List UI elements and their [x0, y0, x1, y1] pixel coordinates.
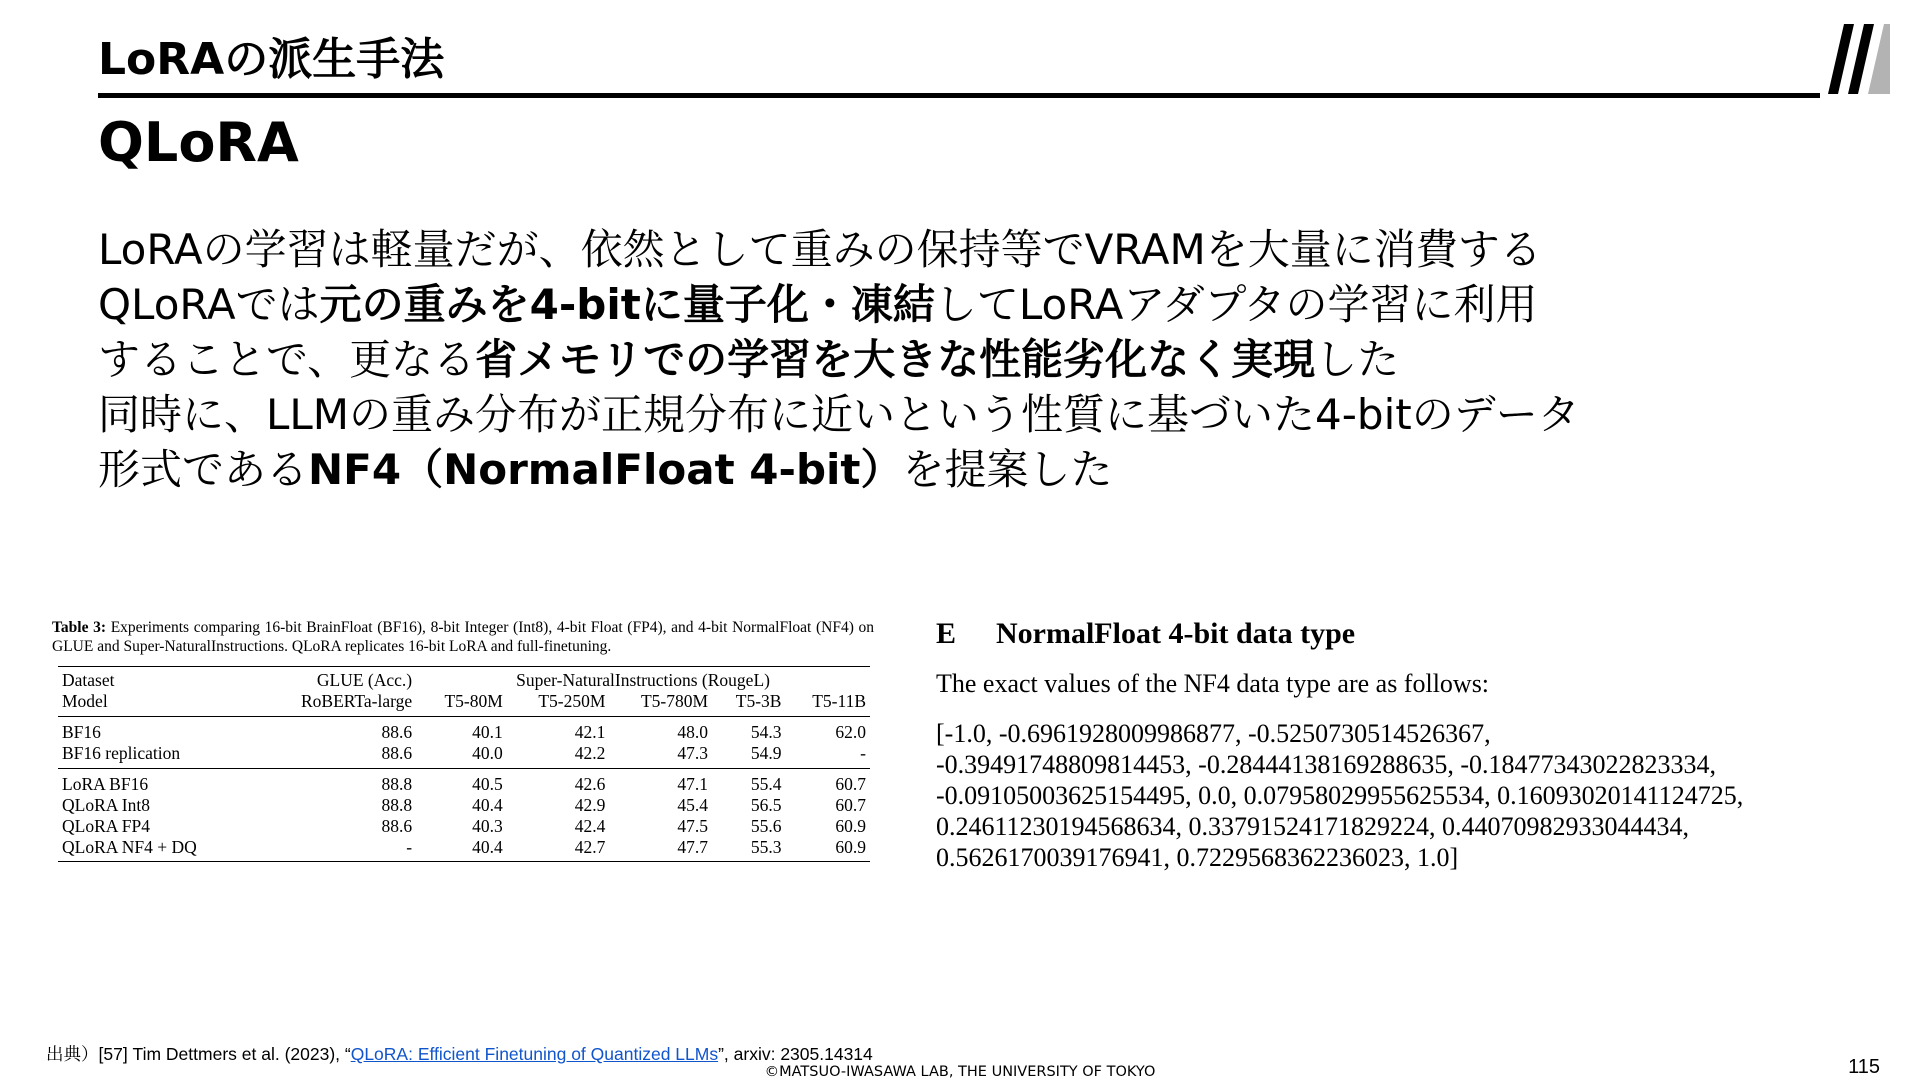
body-text [98, 222, 1858, 497]
table-row [58, 837, 870, 862]
table-cell: 60.9 [785, 837, 870, 862]
table-header-cell: Super-NaturalInstructions (RougeL) [416, 667, 870, 692]
body-line-3: することで、更なる省メモリでの学習を大きな性能劣化なく実現した [98, 335, 1400, 384]
table-row [58, 769, 870, 796]
nf4-values-line: 0.24611230194568634, 0.33791524171829224, 0.44070982933044434, [936, 812, 1690, 841]
table-cell: 88.8 [381, 774, 413, 794]
table-cell: 55.3 [712, 837, 785, 862]
table-cell: QLoRA FP4 [62, 816, 151, 836]
table-row [58, 816, 870, 837]
table-cell: 60.7 [835, 774, 866, 794]
table-header-cell: T5-11B [785, 691, 870, 717]
table-cell: 54.3 [750, 722, 782, 742]
slide-title: QLoRA [98, 111, 299, 174]
emphasis-quantize: 元の重みを4-bitに量子化・凍結 [319, 280, 935, 329]
table-cell: 88.8 [381, 795, 413, 815]
table-header-cell: Model [58, 691, 253, 717]
table-header-row [58, 667, 870, 692]
emphasis-memory: 省メモリでの学習を大きな性能劣化なく実現 [475, 335, 1316, 384]
table-caption: Table 3: Experiments comparing 16-bit BrainFloat (BF16), 8-bit Integer (Int8), 4-bit Float (FP4), and 4-bit NormalFloat (NF4) on GLUE and Super-NaturalInstructions. QLoRA replicates 16-bit LoRA and full-finetuning. [52, 619, 875, 655]
table-cell: LoRA BF16 [62, 774, 149, 794]
table-header-cell: T5-3B [712, 691, 785, 717]
citation-link[interactable]: QLoRA: Efficient Finetuning of Quantized LLMs [350, 1044, 719, 1064]
table-header-cell: GLUE (Acc.) [253, 667, 416, 692]
section-title: LoRAの派生手法 [98, 34, 445, 85]
nf4-intro: The exact values of the NF4 data type are as follows: [936, 669, 1490, 698]
table-group-2 [58, 769, 870, 862]
body-line-5: 形式であるNF4（NormalFloat 4-bit）を提案した [98, 445, 1113, 494]
table-cell: 60.7 [835, 795, 866, 815]
table-cell: 56.5 [750, 795, 782, 815]
nf4-section-letter: E [936, 617, 957, 650]
table-group-1 [58, 717, 870, 769]
table-cell: 40.4 [472, 795, 503, 815]
table-cell: 88.6 [253, 743, 416, 769]
nf4-values-line: 0.5626170039176941, 0.7229568362236023, 1.0] [936, 843, 1459, 872]
table-cell: QLoRA NF4 + DQ [58, 837, 253, 862]
table-cell: 40.1 [472, 722, 503, 742]
table-header-cell: T5-250M [507, 691, 610, 717]
table-cell: 42.4 [574, 816, 606, 836]
table-cell: BF16 [62, 722, 101, 742]
emphasis-nf4: NF4（NormalFloat 4-bit） [308, 445, 903, 494]
table-cell: 40.3 [472, 816, 503, 836]
table-row [58, 743, 870, 769]
table-header-cell: T5-80M [416, 691, 507, 717]
nf4-values-line: -0.09105003625154495, 0.0, 0.07958029955625534, 0.16093020141124725, [936, 781, 1744, 810]
nf4-values [936, 718, 1876, 873]
table-cell: 47.1 [677, 774, 709, 794]
nf4-values-line: -0.39491748809814453, -0.28444138169288635, -0.18477343022823334, [936, 750, 1716, 779]
body-line-4: 同時に、LLMの重み分布が正規分布に近いという性質に基づいた4-bitのデータ [98, 390, 1580, 439]
results-table [58, 666, 870, 862]
table-cell: 42.6 [574, 774, 606, 794]
page-number: 115 [1848, 1056, 1880, 1078]
table-cell: - [253, 837, 416, 862]
table-cell: - [785, 743, 870, 769]
table-header-cell: T5-780M [609, 691, 712, 717]
table-cell: 40.4 [416, 837, 507, 862]
table-cell: 47.7 [609, 837, 712, 862]
table-cell: 47.3 [609, 743, 712, 769]
table-header-cell: RoBERTa-large [253, 691, 416, 717]
citation: 出典）[57] Tim Dettmers et al. (2023), “QLoRA: Efficient Finetuning of Quantized LLMs”, arxiv: 2305.14314 [46, 1044, 873, 1064]
table-cell: 42.7 [507, 837, 610, 862]
table-header-row [58, 691, 870, 717]
table-cell: 55.4 [750, 774, 782, 794]
table-cell: QLoRA Int8 [62, 795, 150, 815]
table-cell: 88.6 [381, 722, 413, 742]
table-cell: 40.0 [416, 743, 507, 769]
table-cell: 48.0 [677, 722, 709, 742]
table-cell: 54.9 [712, 743, 785, 769]
table-cell: 60.9 [835, 816, 866, 836]
table-cell: 42.2 [507, 743, 610, 769]
nf4-heading [936, 614, 1876, 654]
table-cell: 42.1 [574, 722, 606, 742]
table-cell: 45.4 [677, 795, 709, 815]
body-line-1: LoRAの学習は軽量だが、依然として重みの保持等でVRAMを大量に消費する [98, 225, 1542, 274]
table-cell: 42.9 [574, 795, 606, 815]
nf4-heading-text: NormalFloat 4-bit data type [996, 617, 1356, 650]
table-row [58, 795, 870, 816]
nf4-values-line: [-1.0, -0.6961928009986877, -0.5250730514526367, [936, 719, 1491, 748]
title-underline [98, 93, 1820, 98]
table-header-cell: Dataset [58, 667, 253, 692]
lab-logo-icon [1828, 24, 1890, 94]
table-cell: 62.0 [835, 722, 866, 742]
table-cell: 40.5 [472, 774, 503, 794]
table-cell: 88.6 [381, 816, 413, 836]
table-row [58, 717, 870, 744]
body-line-2: QLoRAでは元の重みを4-bitに量子化・凍結してLoRAアダプタの学習に利用 [98, 280, 1538, 329]
nf4-figure [936, 614, 1876, 873]
copyright: ©MATSUO-IWASAWA LAB, THE UNIVERSITY OF TOKYO [764, 1064, 1156, 1080]
table-figure [52, 618, 874, 862]
table-cell: 55.6 [750, 816, 782, 836]
table-cell: 47.5 [677, 816, 709, 836]
table-cell: BF16 replication [58, 743, 253, 769]
